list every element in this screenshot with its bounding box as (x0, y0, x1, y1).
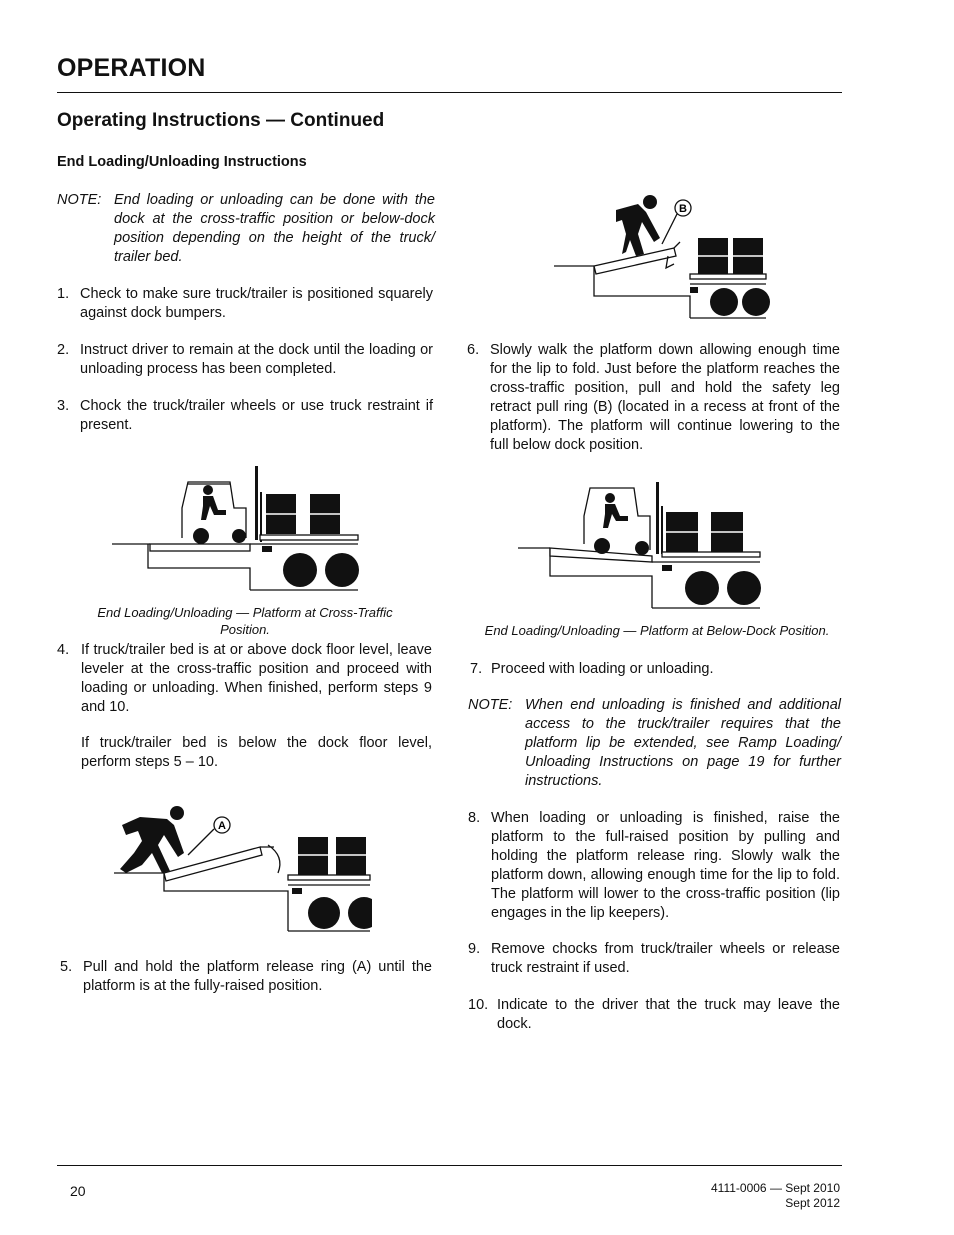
step-8-number: 8. (468, 810, 481, 826)
step-8-text: When loading or unloading is finished, raise the platform to the full-raised position by pulling and holding the platform release ring. Slowly walk the platform down, allowing enough time for the lip to fold. The platform will lower to the cross-traffic position (lip engages in the lip keepers). (491, 810, 840, 921)
step-4-text: If truck/trailer bed is at or above dock floor level, leave leveler at the cross-traffic position and proceed with loading or unloading. When finished, perform steps 9 and 10. (81, 642, 432, 715)
step-10 (468, 996, 840, 1034)
note-1-label: NOTE: (57, 192, 102, 208)
step-9-number: 9. (468, 941, 481, 957)
revision-date: Sept 2012 (785, 1196, 840, 1210)
step-6-number: 6. (467, 342, 480, 358)
doc-number: 4111-0006 — Sept 2010 (711, 1181, 840, 1195)
step-4-number: 4. (57, 642, 70, 658)
page-number: 20 (70, 1183, 86, 1199)
step-7 (467, 660, 840, 679)
note-2 (468, 696, 841, 791)
caption-below-dock: End Loading/Unloading — Platform at Below-Dock Position. (484, 623, 830, 638)
figure-cross-traffic (110, 462, 360, 592)
step-6-text: Slowly walk the platform down allowing enough time for the lip to fold. Just before the platform reaches the cross-traffic position, pull and hold the safety leg retract pull ring (B) (located in a recess at front of the platform). The platform will continue lowering to the full below dock position. (490, 342, 840, 453)
step-1-text: Check to make sure truck/trailer is positioned squarely against dock bumpers. (80, 286, 433, 321)
step-3 (57, 397, 433, 435)
label-b: B (679, 203, 687, 215)
step-2-text: Instruct driver to remain at the dock until the loading or unloading process has been completed. (80, 342, 433, 377)
step-2-number: 2. (57, 342, 70, 358)
footer-rule (57, 1165, 842, 1166)
note-1-text: End loading or unloading can be done with the dock at the cross-traffic position or below-dock position depending on the height of the truck/ trailer bed. (114, 192, 435, 265)
section-title: OPERATION (57, 54, 206, 82)
step-5 (57, 958, 432, 996)
header-rule (57, 92, 842, 93)
note-2-label: NOTE: (468, 697, 513, 713)
label-a: A (218, 820, 226, 832)
step-2 (57, 341, 433, 379)
step-10-text: Indicate to the driver that the truck may leave the dock. (497, 997, 840, 1032)
section-heading: End Loading/Unloading Instructions (57, 154, 307, 170)
step-9-text: Remove chocks from truck/trailer wheels or release truck restraint if used. (491, 941, 840, 976)
step-3-text: Chock the truck/trailer wheels or use truck restraint if present. (80, 398, 433, 433)
step-7-number: 7. (470, 661, 483, 677)
step-1 (57, 285, 433, 323)
page-subtitle: Operating Instructions — Continued (57, 110, 385, 131)
figure-below-dock (516, 478, 766, 610)
step-10-number: 10. (468, 997, 489, 1013)
step-5-text: Pull and hold the platform release ring (A) until the platform is at the fully-raised position. (83, 959, 432, 994)
step-6 (467, 341, 840, 455)
step-9 (468, 940, 840, 978)
note-2-text: When end unloading is finished and additional access to the truck/trailer requires that the platform lip be extended, see Ramp Loading/ Unloading Instructions on page 19 for further instructions. (525, 697, 841, 789)
figure-release-ring (112, 805, 372, 935)
figure-safety-leg (550, 190, 770, 320)
step-1-number: 1. (57, 286, 70, 302)
step-7-text: Proceed with loading or unloading. (491, 661, 714, 677)
footer-doc-info (600, 1181, 840, 1211)
step-8 (468, 809, 840, 923)
step-4 (57, 641, 432, 717)
step-4-continued: If truck/trailer bed is below the dock floor level, perform steps 5 – 10. (81, 735, 432, 770)
note-1 (57, 191, 435, 267)
step-3-number: 3. (57, 398, 70, 414)
caption-cross-traffic: End Loading/Unloading — Platform at Cross-Traffic Position. (97, 605, 393, 637)
step-5-number: 5. (60, 959, 73, 975)
